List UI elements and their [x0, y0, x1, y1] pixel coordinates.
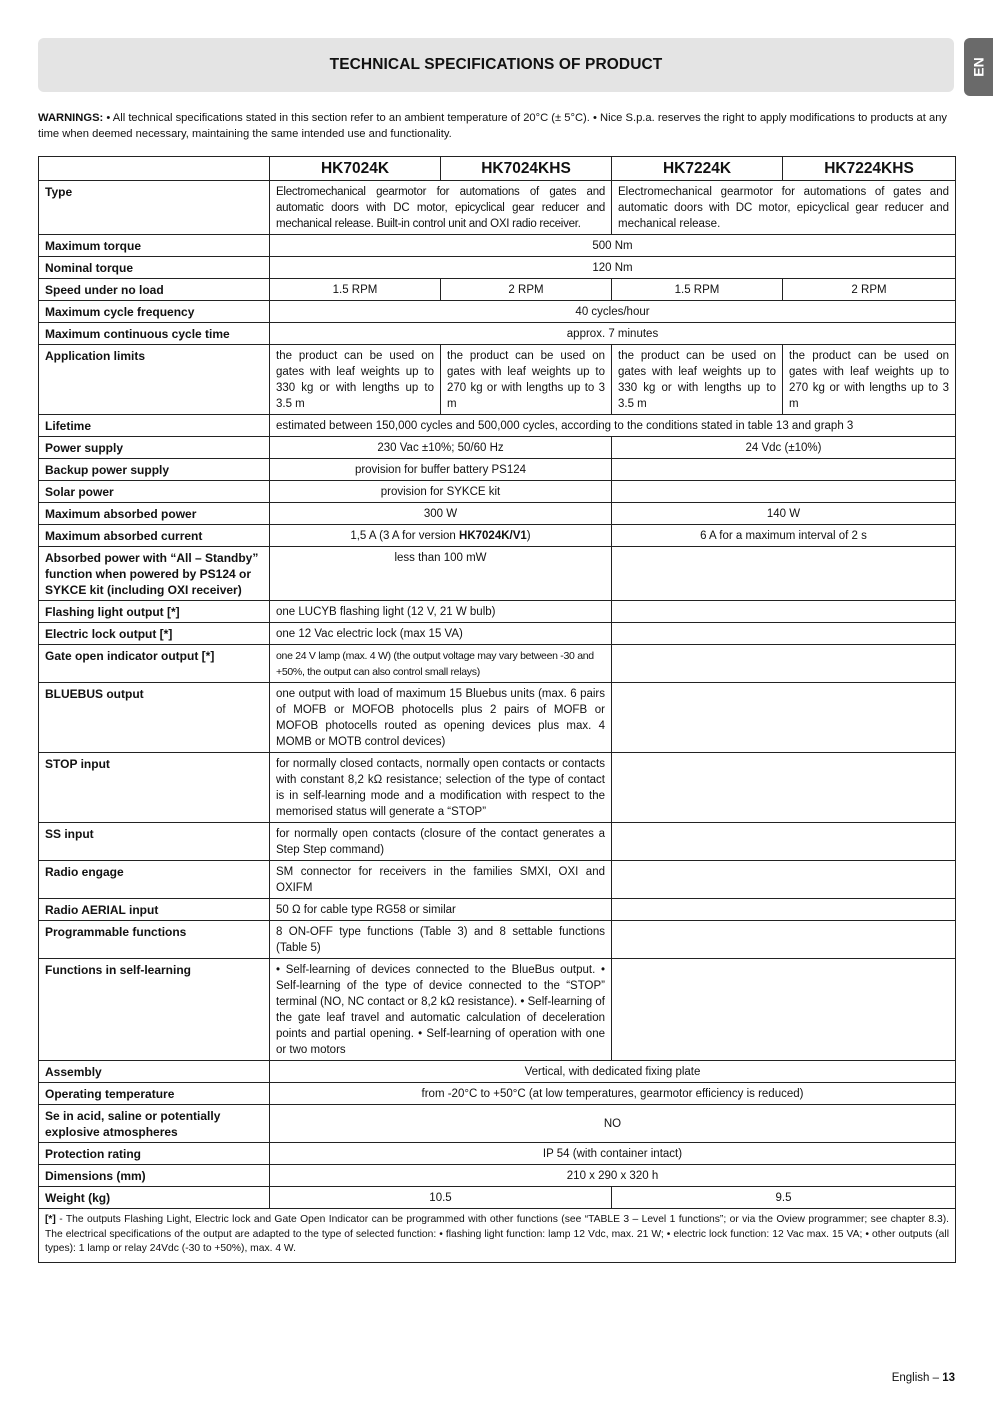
row-label: Flashing light output [*] [39, 601, 270, 623]
table-row [39, 547, 956, 601]
cell-value: 2 RPM [783, 279, 956, 301]
row-label: Maximum absorbed current [39, 525, 270, 547]
current-text: 1,5 A (3 A for version [350, 530, 460, 542]
table-row [39, 683, 956, 753]
table-header-row [39, 157, 956, 181]
cell-value: the product can be used on gates with leaf weights up to 270 kg or with lengths up to 3 m [783, 345, 956, 415]
cell-empty [612, 683, 956, 753]
cell-value: one 12 Vac electric lock (max 15 VA) [270, 623, 612, 645]
cell-empty [612, 601, 956, 623]
table-row [39, 345, 956, 415]
page-title: TECHNICAL SPECIFICATIONS OF PRODUCT [329, 56, 663, 73]
row-label: Backup power supply [39, 459, 270, 481]
cell-value: for normally open contacts (closure of the contact generates a Step Step command) [270, 823, 612, 861]
row-label: Application limits [39, 345, 270, 415]
cell-value: less than 100 mW [270, 547, 612, 601]
header-cell-hk7224khs: HK7224KHS [783, 157, 956, 181]
cell-empty [612, 753, 956, 823]
row-label: Gate open indicator output [*] [39, 645, 270, 683]
cell-value [612, 459, 956, 481]
table-row [39, 503, 956, 525]
current-text-end: ) [526, 530, 531, 542]
cell-empty [612, 899, 956, 921]
table-row [39, 279, 956, 301]
cell-value: approx. 7 minutes [270, 323, 956, 345]
table-row [39, 301, 956, 323]
row-label: Lifetime [39, 415, 270, 437]
cell-value: 140 W [612, 503, 956, 525]
header-cell-hk7024khs: HK7024KHS [441, 157, 612, 181]
cell-value: NO [270, 1105, 956, 1143]
row-label: STOP input [39, 753, 270, 823]
table-row [39, 525, 956, 547]
row-label: Maximum continuous cycle time [39, 323, 270, 345]
cell-value [612, 481, 956, 503]
cell-empty [612, 623, 956, 645]
cell-value: 6 A for a maximum interval of 2 s [612, 525, 956, 547]
cell-value: 1.5 RPM [270, 279, 441, 301]
page-footer [880, 1372, 955, 1384]
cell-value: the product can be used on gates with leaf weights up to 330 kg or with lengths up to 3.5 m [270, 345, 441, 415]
header-cell-empty [39, 157, 270, 181]
cell-value: 300 W [270, 503, 612, 525]
table-row [39, 1061, 956, 1083]
cell-value: for normally closed contacts, normally open contacts or contacts with constant 8,2 kΩ resistance; selection of the type of contact is in self-learning mode and a modification with respect to the memorised status will generate a “STOP” [270, 753, 612, 823]
cell-empty [612, 645, 956, 683]
footnote-mark: [*] [45, 1214, 56, 1225]
cell-value: 9.5 [612, 1187, 956, 1209]
cell-value: 230 Vac ±10%; 50/60 Hz [270, 437, 612, 459]
row-label: Nominal torque [39, 257, 270, 279]
version-code: HK7024K/V1 [459, 530, 527, 542]
cell-value: one 24 V lamp (max. 4 W) (the output voltage may vary between -30 and +50%, the output can also control small relays) [270, 645, 612, 683]
header-cell-hk7224k: HK7224K [612, 157, 783, 181]
row-label: Maximum torque [39, 235, 270, 257]
cell-value: provision for buffer battery PS124 [270, 459, 612, 481]
table-row [39, 1083, 956, 1105]
cell-value: 50 Ω for cable type RG58 or similar [270, 899, 612, 921]
table-row [39, 823, 956, 861]
row-label: Radio engage [39, 861, 270, 899]
cell-value: Electromechanical gearmotor for automations of gates and automatic doors with DC motor, epicyclical gear reducer and mechanical release. Built-in control unit and OXI radio receiver. [270, 181, 612, 235]
table-row [39, 437, 956, 459]
cell-value: 500 Nm [270, 235, 956, 257]
row-label: Maximum cycle frequency [39, 301, 270, 323]
cell-empty [612, 959, 956, 1061]
warnings-text: • All technical specifications stated in this section refer to an ambient temperature of 20°C (± 5°C). • Nice S.p.a. reserves the right to apply modifications to products at any time when deemed necessary, maintaining the same intended use and functionality. [38, 112, 948, 140]
row-label: Protection rating [39, 1143, 270, 1165]
cell-value: one output with load of maximum 15 Bluebus units (max. 6 pairs of MOFB or MOFOB photocells plus 2 pairs of MOFB or MOFOB photocells routed as opening devices plus max. 4 MOMB or MOTB control devices) [270, 683, 612, 753]
row-label: Electric lock output [*] [39, 623, 270, 645]
section-header [38, 38, 954, 92]
row-label: Absorbed power with “All – Standby” function when powered by PS124 or SYKCE kit (including OXI receiver) [39, 547, 270, 601]
header-cell-hk7024k: HK7024K [270, 157, 441, 181]
table-row [39, 899, 956, 921]
cell-value: the product can be used on gates with leaf weights up to 330 kg or with lengths up to 3.5 m [612, 345, 783, 415]
row-label: Functions in self-learning [39, 959, 270, 1061]
cell-empty [612, 861, 956, 899]
row-label: Power supply [39, 437, 270, 459]
cell-value: estimated between 150,000 cycles and 500,000 cycles, according to the conditions stated in table 13 and graph 3 [270, 415, 956, 437]
table-row [39, 415, 956, 437]
table-row [39, 1165, 956, 1187]
table-row [39, 1187, 956, 1209]
cell-value: the product can be used on gates with leaf weights up to 270 kg or with lengths up to 3 m [441, 345, 612, 415]
cell-value: 10.5 [270, 1187, 612, 1209]
row-label: Se in acid, saline or potentially explosive atmospheres [39, 1105, 270, 1143]
row-label: Solar power [39, 481, 270, 503]
specifications-table [38, 156, 956, 1263]
table-row [39, 1143, 956, 1165]
row-label: Speed under no load [39, 279, 270, 301]
row-label: Assembly [39, 1061, 270, 1083]
row-label: SS input [39, 823, 270, 861]
cell-value: one LUCYB flashing light (12 V, 21 W bulb) [270, 601, 612, 623]
row-label: BLUEBUS output [39, 683, 270, 753]
table-row [39, 645, 956, 683]
language-code: EN [970, 57, 987, 77]
table-row [39, 323, 956, 345]
row-label: Operating temperature [39, 1083, 270, 1105]
row-label: Programmable functions [39, 921, 270, 959]
cell-value: from -20°C to +50°C (at low temperatures, gearmotor efficiency is reduced) [270, 1083, 956, 1105]
footer-language: English – [891, 1372, 943, 1384]
table-row [39, 459, 956, 481]
cell-value: 210 x 290 x 320 h [270, 1165, 956, 1187]
cell-value: 1.5 RPM [612, 279, 783, 301]
footnote-text: - The outputs Flashing Light, Electric lock and Gate Open Indicator can be programmed with other functions (see “TABLE 3 – Level 1 functions”; or via the Oview programmer; see chapter 8.3). The electrical specifications of the output are adapted to the type of selected function: • flashing light function: lamp 12 Vdc, max. 21 W; • electric lock function: 12 Vac max. 15 VA; • other outputs (all types): 1 lamp or relay 24Vdc (-30 to +50%), max. 4 W. [45, 1214, 949, 1254]
table-row [39, 181, 956, 235]
footnote [39, 1209, 956, 1263]
cell-value [270, 525, 612, 547]
cell-value: 120 Nm [270, 257, 956, 279]
table-row [39, 235, 956, 257]
cell-value: IP 54 (with container intact) [270, 1143, 956, 1165]
cell-value: 8 ON-OFF type functions (Table 3) and 8 settable functions (Table 5) [270, 921, 612, 959]
table-row [39, 257, 956, 279]
cell-value: 24 Vdc (±10%) [612, 437, 956, 459]
table-row [39, 623, 956, 645]
table-note-row [39, 1209, 956, 1263]
cell-value: provision for SYKCE kit [270, 481, 612, 503]
cell-value: 2 RPM [441, 279, 612, 301]
cell-empty [612, 921, 956, 959]
table-row [39, 601, 956, 623]
warnings-paragraph [38, 111, 956, 142]
table-row [39, 753, 956, 823]
page-number: 13 [942, 1372, 955, 1384]
row-label: Type [39, 181, 270, 235]
cell-value [612, 547, 956, 601]
cell-value: SM connector for receivers in the families SMXI, OXI and OXIFM [270, 861, 612, 899]
table-row [39, 481, 956, 503]
cell-empty [612, 823, 956, 861]
row-label: Maximum absorbed power [39, 503, 270, 525]
row-label: Weight (kg) [39, 1187, 270, 1209]
warnings-label: WARNINGS: [38, 112, 104, 124]
row-label: Radio AERIAL input [39, 899, 270, 921]
table-row [39, 1105, 956, 1143]
table-row [39, 959, 956, 1061]
table-row [39, 921, 956, 959]
cell-value: Vertical, with dedicated fixing plate [270, 1061, 956, 1083]
cell-value: 40 cycles/hour [270, 301, 956, 323]
table-row [39, 861, 956, 899]
cell-value: • Self-learning of devices connected to the BlueBus output. • Self-learning of the type of device connected to the “STOP” terminal (NO, NC contact or 8,2 kΩ resistance). • Self-learning of the gate leaf travel and automatic calculation of deceleration points and partial opening. • Self-learning of operation with one or two motors [270, 959, 612, 1061]
row-label: Dimensions (mm) [39, 1165, 270, 1187]
cell-value: Electromechanical gearmotor for automations of gates and automatic doors with DC motor, epicyclical gear reducer and mechanical release. [612, 181, 956, 235]
language-tab [964, 38, 993, 96]
